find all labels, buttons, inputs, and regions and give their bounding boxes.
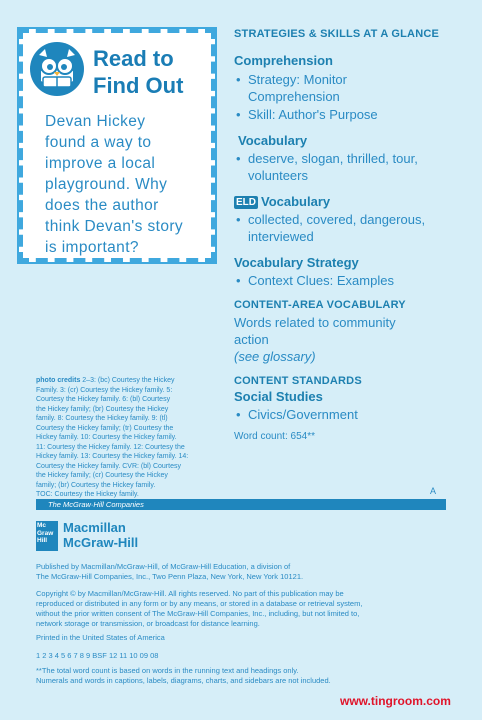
print-numbers: 1 2 3 4 5 6 7 8 9 BSF 12 11 10 09 08	[36, 651, 159, 660]
eld-vocabulary-heading: ELD Vocabulary	[236, 194, 331, 209]
word-count: Word count: 654**	[234, 431, 315, 442]
list-item: • Skill: Author's Purpose	[236, 107, 378, 122]
list-item: • Strategy: Monitor Comprehension	[236, 72, 347, 104]
mcgraw-hill-logo-icon: Mc Graw Hill	[36, 521, 58, 551]
content-area-heading: CONTENT-AREA VOCABULARY	[234, 299, 406, 311]
glance-heading: STRATEGIES & SKILLS AT A GLANCE	[234, 28, 440, 40]
strategies-skills-column	[234, 24, 474, 442]
level-letter: A	[430, 486, 437, 496]
word-count-note: **The total word count is based on words in the running text and headings only. Numerals and words in captions, labels, diagrams, charts, and sidebars are not included.	[36, 666, 331, 685]
social-studies-heading: Social Studies	[234, 389, 323, 404]
list-item: • deserve, slogan, thrilled, tour, volunteers	[236, 151, 418, 183]
list-item: • collected, covered, dangerous, interviewed	[236, 212, 426, 244]
vocabulary-heading: Vocabulary	[238, 133, 308, 148]
publisher-band: The McGraw·Hill Companies	[36, 499, 446, 510]
content-standards-heading: CONTENT STANDARDS	[234, 375, 362, 387]
list-item: • Context Clues: Examples	[236, 273, 394, 288]
eld-badge: ELD	[236, 197, 256, 208]
rtfo-title: Read to Find Out	[93, 46, 184, 98]
list-item: • Civics/Government	[236, 407, 358, 422]
printed-in: Printed in the United States of America	[36, 633, 165, 642]
photo-credits: photo credits 2–3: (bc) Courtesy the Hickey Family. 3: (cr) Courtesy the Hickey family. 5: Courtesy the Hickey family. 6: (bl) Courtesy the Hickey family; (br) Courtesy the Hickey family. 8: Courtesy the Hickey family. 9: (tl) Courtesy the Hickey family; (tr) Courtesy the Hickey family. 10: Courtesy the Hickey family. 11: Courtesy the Hickey family. 12: Courtesy the Hickey family. 13: Courtesy the Hickey family. 14: Courtesy the Hickey family. CVR: (bl) Courtesy the Hickey family; (cr) Courtesy the Hickey family; (br) Courtesy the Hickey family. TOC: Courtesy the Hickey family.	[36, 377, 189, 498]
comprehension-heading: Comprehension	[234, 53, 333, 68]
watermark: www.tingroom.com	[340, 694, 451, 708]
copyright-notice: Copyright © by Macmillan/McGraw-Hill. All rights reserved. No part of this publication may be reproduced or distributed in any form or by any means, or stored in a database or retrieval system, without the prior written consent of The McGraw-Hill Companies, Inc., including, but not limited to, network storage or transmission, or broadcast for distance learning.	[36, 589, 363, 628]
publisher-info: Published by Macmillan/McGraw-Hill, of McGraw-Hill Education, a division of The McGraw-Hill Companies, Inc., Two Penn Plaza, New York, New York 10121.	[36, 562, 304, 581]
owl-icon	[29, 41, 85, 97]
vocabulary-strategy-heading: Vocabulary Strategy	[234, 255, 359, 270]
content-area-text: Words related to community action (see glossary)	[234, 315, 396, 364]
read-to-find-out-box	[17, 27, 217, 264]
rtfo-question: Devan Hickey found a way to improve a local playground. Why does the author think Devan's story is important?	[45, 113, 184, 256]
booklet-back-page: Read to Find Out Devan Hickey found a way to improve a local playground. Why does the author think Devan's story is important? STRATEGIES & SKILLS AT A GLANCE Comprehension • Strategy: Monitor Comprehension • Skill: Author's Purpose Vocabulary • deserve, slogan, thrilled, tour, volunteers ELD Vocabulary • collected, covered, dangerous, interviewed Vocabulary Strategy • Context Clues: Examples CONTENT-AREA VOCABULARY Words related to community action (see glossary) CONTENT STANDARDS Social Studies • Civics/Government Word count: 654** photo credits 2–3: (bc) Courtesy the Hickey Family. 3: (cr) Courtesy the Hickey family. 5: Courtesy the Hickey family. 6: (bl) Courtesy the Hickey family; (br) Courtesy the Hickey family. 8: Courtesy the Hickey family. 9: (tl) Courtesy the Hickey family; (tr) Courtesy the Hickey family. 10: Courtesy the Hickey family. 11: Courtesy the Hickey family. 12: Courtesy the Hickey family. 13: Courtesy the Hickey family. 14: Courtesy the Hickey family. CVR: (bl) Courtesy the Hickey family; (cr) Courtesy the Hickey family; (br) Courtesy the Hickey family. TOC: Courtesy the Hickey family. A The McGraw·Hill Companies Mc Graw Hill Macmillan McGraw-Hill Published by Macmillan/McGraw-Hill, of McGraw-Hill Education, a division of The McGraw-Hill Companies, Inc., Two Penn Plaza, New York, New York 10121. Copyright © by Macmillan/McGraw-Hill. All rights reserved. No part of this publication may be reproduced or distributed in any form or by any means, or stored in a database or retrieval system, without the prior written consent of The McGraw-Hill Companies, Inc., including, but not limited to, network storage or transmission, or broadcast for distance learning. Printed in the United States of America 1 2 3 4 5 6 7 8 9 BSF 12 11 10 09 08 **The total word count is based on words in the running text and headings only. Numerals and words in captions, labels, diagrams, charts, and sidebars are not included. www.tingroom.com	[0, 0, 482, 720]
